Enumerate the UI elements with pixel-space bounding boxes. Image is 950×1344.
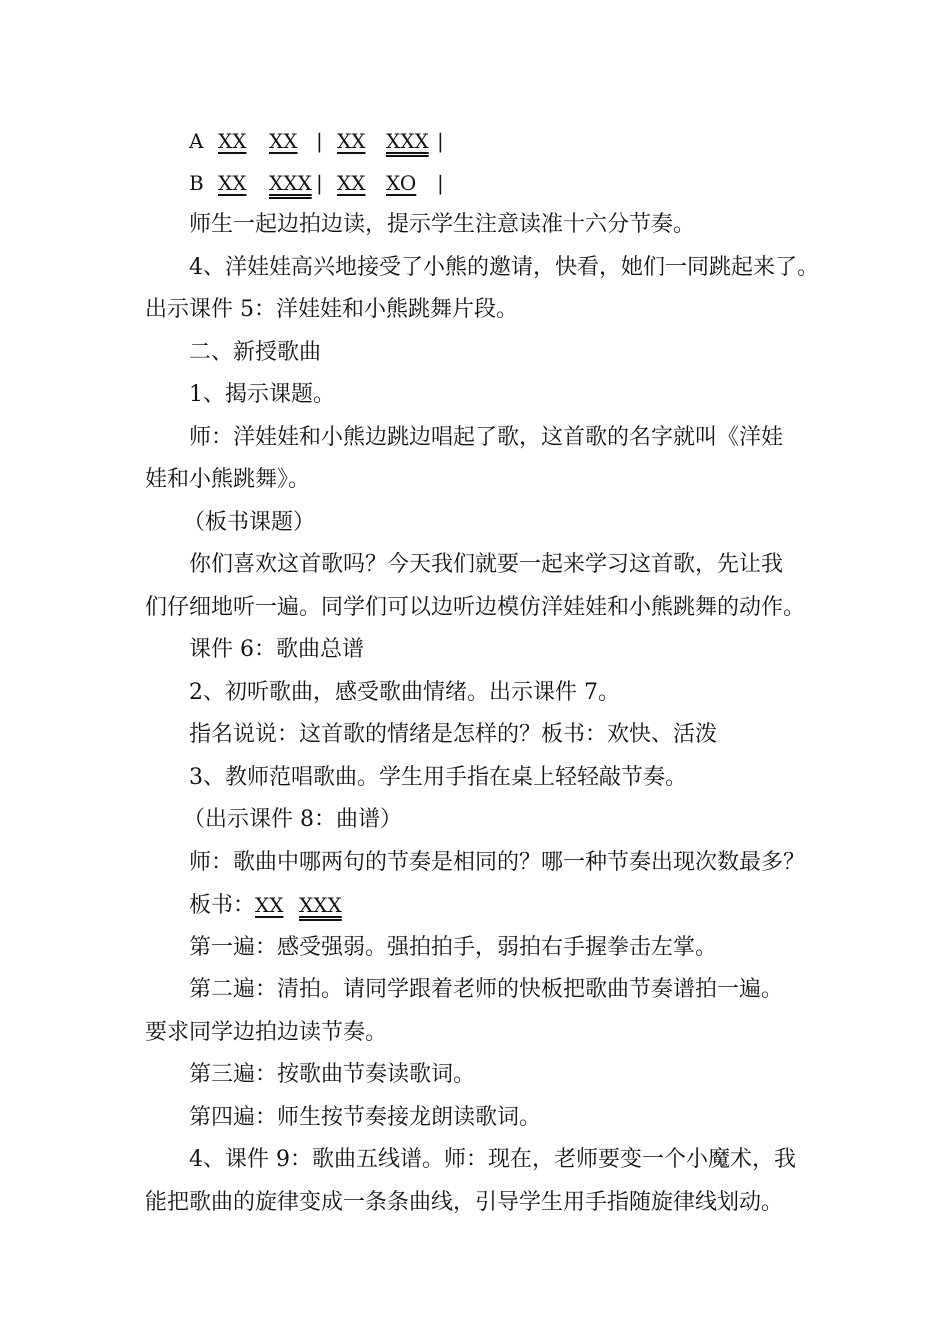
paragraph-line: 出示课件 5：洋娃娃和小熊跳舞片段。 — [145, 297, 518, 322]
rhythm-label-a: A — [189, 129, 204, 153]
board-line — [189, 891, 343, 920]
bar-line: | — [316, 129, 323, 153]
bar-line: | — [437, 171, 444, 195]
paragraph-line: 4、洋娃娃高兴地接受了小熊的邀请，快看，她们一同跳起来了。 — [189, 255, 819, 280]
paragraph-line: 师：歌曲中哪两句的节奏是相同的？哪一种节奏出现次数最多？ — [189, 850, 806, 875]
paragraph-line: 1、揭示课题。 — [189, 382, 335, 407]
section-heading: 二、新授歌曲 — [189, 340, 322, 365]
paragraph-line: 3、教师范唱歌曲。学生用手指在桌上轻轻敲节奏。 — [189, 765, 687, 790]
rhythm-token: XXX — [386, 129, 429, 153]
paragraph-line: 指名说说：这首歌的情绪是怎样的？板书：欢快、活泼 — [189, 722, 718, 747]
paragraph-line: （出示课件 8：曲谱） — [183, 807, 402, 832]
rhythm-token: XX — [337, 171, 366, 195]
paragraph-line: 第四遍：师生按节奏接龙朗读歌词。 — [189, 1105, 542, 1130]
paragraph-line: 4、课件 9：歌曲五线谱。师：现在，老师要变一个小魔术，我 — [189, 1147, 796, 1172]
paragraph-line: 2、初听歌曲，感受歌曲情绪。出示课件 7。 — [189, 680, 620, 705]
paragraph-line: 能把歌曲的旋律变成一条条曲线，引导学生用手指随旋律线划动。 — [145, 1190, 784, 1215]
board-label: 板书： — [189, 893, 256, 918]
bar-line: | — [437, 129, 444, 153]
rhythm-token: XX — [218, 171, 247, 195]
paragraph-line: 第三遍：按歌曲节奏读歌词。 — [189, 1062, 476, 1087]
paragraph-line: 师生一起边拍边读，提示学生注意读准十六分节奏。 — [189, 212, 696, 237]
rhythm-label-b: B — [189, 171, 204, 195]
rhythm-token: XX — [269, 129, 298, 153]
rhythm-token: XX — [255, 893, 284, 917]
rhythm-token: XX — [218, 129, 247, 153]
paragraph-line: （板书课题） — [183, 510, 316, 535]
paragraph-line: 们仔细地听一遍。同学们可以边听边模仿洋娃娃和小熊跳舞的动作。 — [145, 595, 806, 620]
paragraph-line: 你们喜欢这首歌吗？今天我们就要一起来学习这首歌，先让我 — [189, 552, 784, 577]
paragraph-line: 第一遍：感受强弱。强拍拍手，弱拍右手握拳击左掌。 — [189, 935, 718, 960]
rhythm-token: XO — [386, 171, 417, 195]
rhythm-token: XXX — [299, 893, 342, 917]
bar-line: | — [316, 171, 323, 195]
paragraph-line: 师：洋娃娃和小熊边跳边唱起了歌，这首歌的名字就叫《洋娃 — [189, 425, 784, 450]
rhythm-line-b — [189, 169, 451, 198]
paragraph-line: 娃和小熊跳舞》。 — [145, 467, 311, 492]
paragraph-line: 第二遍：清拍。请同学跟着老师的快板把歌曲节奏谱拍一遍。 — [189, 977, 784, 1002]
paragraph-line: 要求同学边拍边读节奏。 — [145, 1020, 388, 1045]
paragraph-line: 课件 6：歌曲总谱 — [189, 637, 364, 662]
rhythm-token: XX — [337, 129, 366, 153]
rhythm-line-a — [189, 127, 451, 156]
rhythm-token: XXX — [269, 171, 312, 195]
